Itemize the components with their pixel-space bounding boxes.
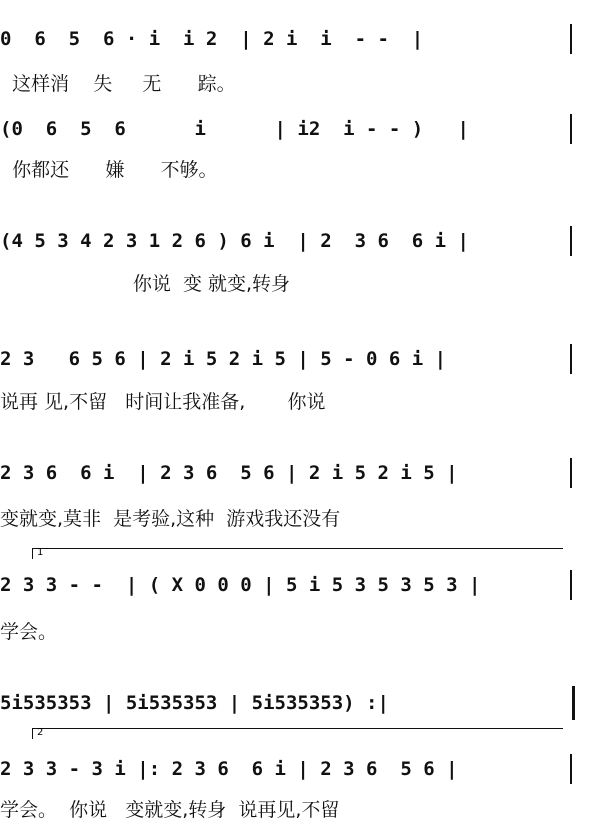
lyric-line: 说再 见,不留 时间让我准备, 你说 — [0, 391, 326, 413]
barline — [570, 114, 572, 144]
barline — [570, 458, 572, 488]
volta-bracket-2: 2 — [32, 728, 563, 739]
lyric-line: 你都还 嫌 不够。 — [0, 159, 218, 181]
lyric-line: 变就变,莫非 是考验,这种 游戏我还没有 — [0, 508, 341, 530]
notation-line: 2 3 3 - - | ( X 0 0 0 | 5 i 5 3 5 3 5 3 | — [0, 574, 481, 596]
notation-line: (0 6 5 6 i | i2 i - - ) | — [0, 118, 469, 140]
lyric-line: 学会。 — [0, 621, 58, 643]
lyric-line: 这样消 失 无 踪。 — [0, 73, 236, 95]
lyric-line: 你说 变 就变,转身 — [0, 273, 291, 295]
notation-line: (4 5 3 4 2 3 1 2 6 ) 6 i | 2 3 6 6 i | — [0, 230, 469, 252]
barline — [570, 754, 572, 784]
notation-line: 2 3 3 - 3 i |: 2 3 6 6 i | 2 3 6 5 6 | — [0, 758, 458, 780]
lyric-line: 学会。 你说 变就变,转身 说再见,不留 — [0, 799, 340, 821]
notation-line: 2 3 6 6 i | 2 3 6 5 6 | 2 i 5 2 i 5 | — [0, 462, 458, 484]
barline — [570, 344, 572, 374]
barline — [570, 226, 572, 256]
volta-bracket-1: 1 — [32, 548, 563, 559]
final-repeat-barline — [572, 686, 575, 720]
notation-line: 5i535353 | 5i535353 | 5i535353) :| — [0, 692, 389, 714]
notation-line: 0 6 5 6 · i i 2 | 2 i i - - | — [0, 28, 424, 50]
barline — [570, 570, 572, 600]
notation-line: 2 3 6 5 6 | 2 i 5 2 i 5 | 5 - 0 6 i | — [0, 348, 447, 370]
barline — [570, 24, 572, 54]
